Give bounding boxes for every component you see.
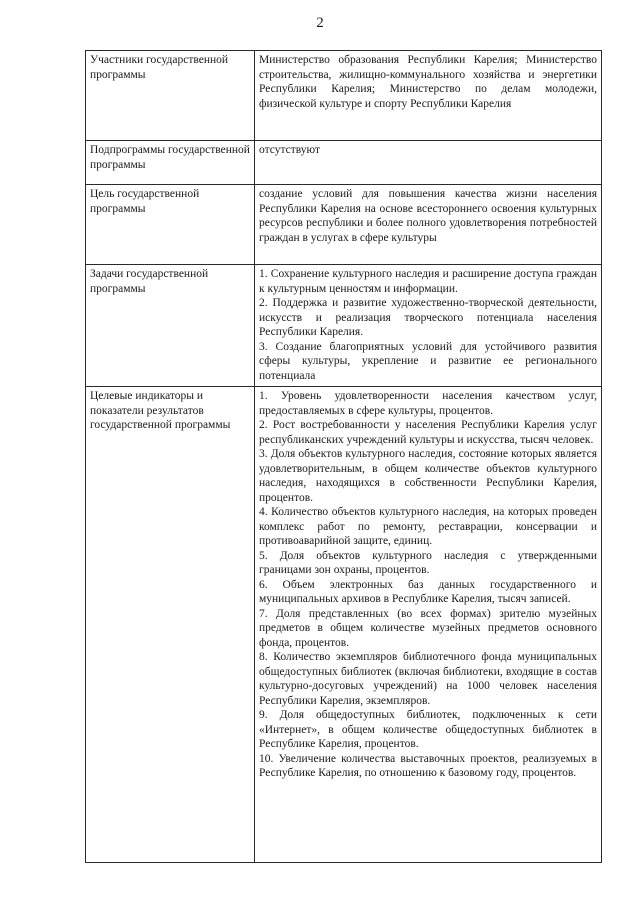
indicator-item: 9. Доля общедоступных библиотек, подключенных к сети «Интернет», в общем количестве общедоступных библиотек в Республике Карелия, процентов.: [259, 709, 597, 750]
row-label-indicators: Целевые индикаторы и показатели результатов государственной программы: [86, 387, 255, 863]
table-row-participants: [86, 51, 602, 141]
table-row-tasks: [86, 265, 602, 387]
indicator-item: 8. Количество экземпляров библиотечного фонда муниципальных общедоступных библиотек (включая библиотеки, входящие в состав культурно-досуговых учреждений) на 1000 человек населения Республики Карелия, экземпляров.: [259, 651, 597, 707]
row-label-participants: Участники государственной программы: [86, 51, 255, 141]
page-number: 2: [316, 15, 324, 31]
table-row-indicators: [86, 387, 602, 863]
table-row-goal: [86, 185, 602, 265]
row-value-participants: [255, 51, 602, 141]
row-value-subprograms: [255, 141, 602, 185]
indicator-item: 5. Доля объектов культурного наследия с утвержденными границами зон охраны, процентов.: [259, 549, 597, 576]
task-item: 3. Создание благоприятных условий для устойчивого развития сферы культуры, укрепление и развитие ее регионального потенциала: [259, 340, 597, 382]
program-passport-table: [85, 50, 602, 863]
task-item: 2. Поддержка и развитие художественно-творческой деятельности, искусств и реализация творческого потенциала населения Республики Карелия.: [259, 297, 597, 338]
indicator-item: 4. Количество объектов культурного наследия, на которых проведен комплекс работ по ремонту, реставрации, консервации и противоаварийной защите, единиц.: [259, 506, 597, 547]
value-paragraph: Министерство образования Республики Карелия; Министерство строительства, жилищно-коммунального хозяйства и энергетики Республики Карелия; Министерство по делам молодежи, физической культуре и спорту Республики Карелия: [259, 54, 597, 110]
value-paragraph: создание условий для повышения качества жизни населения Республики Карелия на основе всестороннего освоения культурных ресурсов республики и более полного удовлетворения потребностей граждан в услугах в сфере культуры: [259, 188, 597, 244]
task-item: 1. Сохранение культурного наследия и расширение доступа граждан к культурным ценностям и информации.: [259, 268, 597, 295]
indicator-item: 1. Уровень удовлетворенности населения качеством услуг, предоставляемых в сфере культуры, процентов.: [259, 390, 597, 417]
row-label-tasks: Задачи государственной программы: [86, 265, 255, 387]
row-value-indicators: [255, 387, 602, 863]
indicator-item: 2. Рост востребованности у населения Республики Карелия услуг республиканских учреждений культуры и искусства, тысяч человек.: [259, 419, 597, 446]
value-paragraph: отсутствуют: [259, 144, 321, 156]
row-value-tasks: [255, 265, 602, 387]
table-row-subprograms: [86, 141, 602, 185]
indicator-item: 10. Увеличение количества выставочных проектов, реализуемых в Республике Карелия, по отношению к базовому году, процентов.: [259, 752, 597, 779]
row-label-goal: Цель государственной программы: [86, 185, 255, 265]
row-value-goal: [255, 185, 602, 265]
indicator-item: 3. Доля объектов культурного наследия, состояние которых является удовлетворительным, в общем количестве объектов культурного наследия, находящихся в собственности Республики Карелия, процентов.: [259, 448, 597, 504]
indicator-item: 7. Доля представленных (во всех формах) зрителю музейных предметов в общем количестве музейных предметов основного фонда, процентов.: [259, 607, 597, 649]
row-label-subprograms: Подпрограммы государственной программы: [86, 141, 255, 185]
indicator-item: 6. Объем электронных баз данных государственного и муниципальных архивов в Республике Карелия, тысяч записей.: [259, 578, 597, 605]
